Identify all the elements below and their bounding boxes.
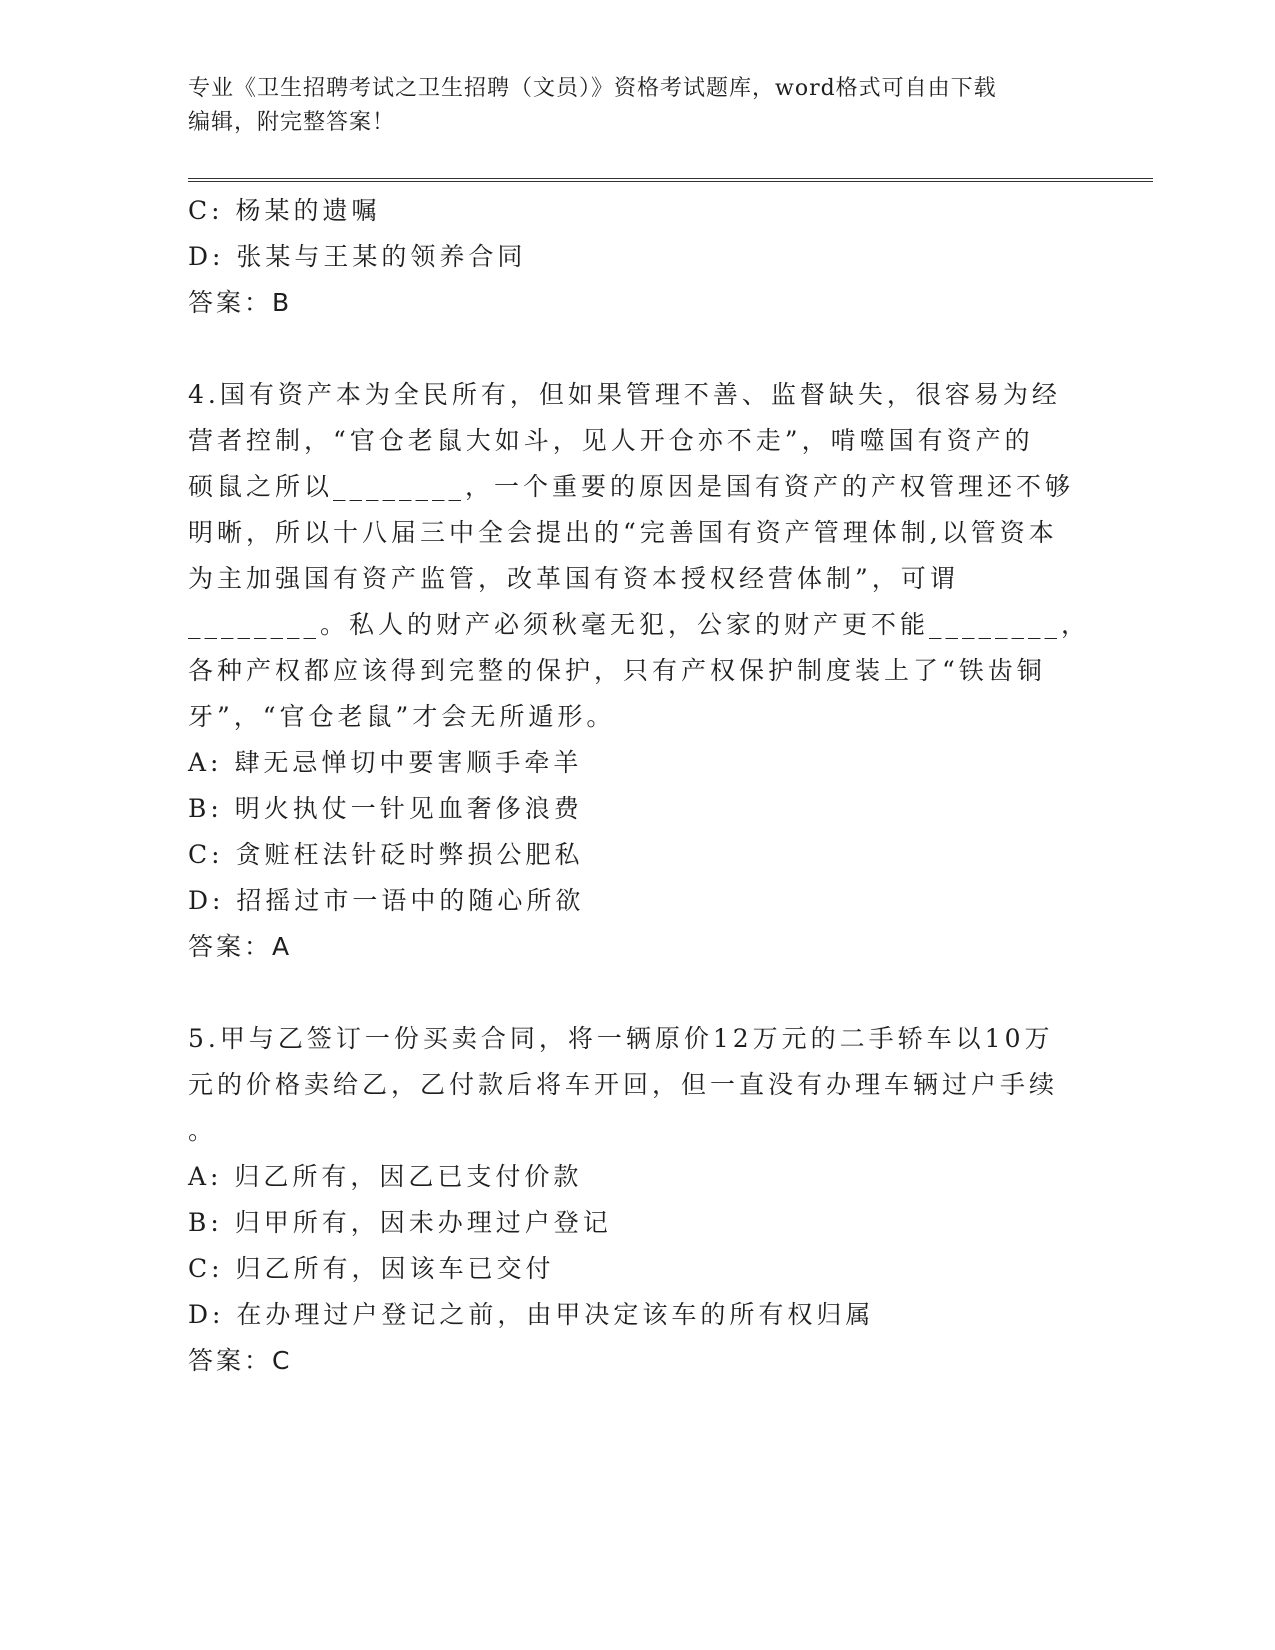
question-text-line: 元的价格卖给乙，乙付款后将车开回，但一直没有办理车辆过户手续	[188, 1070, 1059, 1099]
document-header	[188, 72, 1088, 140]
question-text-line: 各种产权都应该得到完整的保护，只有产权保护制度装上了“铁齿铜	[188, 656, 1046, 685]
option-a: A: 肆无忌惮切中要害顺手牵羊	[188, 748, 583, 777]
option-d: D: 招摇过市一语中的随心所欲	[188, 886, 585, 915]
answer-line: 答案：B	[188, 288, 293, 317]
answer-line: 答案：A	[188, 932, 293, 961]
question-text-line: 5.甲与乙签订一份买卖合同，将一辆原价12万元的二手轿车以10万	[188, 1024, 1054, 1053]
question-text-line: 硕鼠之所以________，一个重要的原因是国有资产的产权管理还不够	[188, 472, 1075, 501]
question-text-line: 牙”，“官仓老鼠”才会无所遁形。	[188, 702, 616, 731]
question-4	[188, 372, 1091, 970]
option-a: A: 归乙所有，因乙已支付价款	[188, 1162, 583, 1191]
question-text-line: ________。私人的财产必须秋毫无犯，公家的财产更不能________，	[188, 610, 1091, 639]
option-d: D: 在办理过户登记之前，由甲决定该车的所有权归属	[188, 1300, 875, 1329]
option-b: B: 明火执仗一针见血奢侈浪费	[188, 794, 583, 823]
question-text-line: 明晰，所以十八届三中全会提出的“完善国有资产管理体制,以管资本	[188, 518, 1058, 547]
option-d: D: 张某与王某的领养合同	[188, 242, 527, 271]
question-5	[188, 1016, 1088, 1384]
answer-line: 答案：C	[188, 1346, 293, 1375]
option-c: C: 贪赃枉法针砭时弊损公肥私	[188, 840, 584, 869]
previous-question-tail	[188, 188, 1088, 326]
option-c: C: 归乙所有，因该车已交付	[188, 1254, 555, 1283]
option-b: B: 归甲所有，因未办理过户登记	[188, 1208, 612, 1237]
document-body	[188, 188, 1091, 1384]
header-title-line-1: 专业《卫生招聘考试之卫生招聘（文员）》资格考试题库，word格式可自由下载	[188, 76, 997, 101]
question-text-line: 4.国有资产本为全民所有，但如果管理不善、监督缺失，很容易为经	[188, 380, 1061, 409]
question-text-line: 。	[188, 1116, 218, 1145]
header-title-line-2: 编辑，附完整答案！	[188, 110, 396, 135]
option-c: C: 杨某的遗嘱	[188, 196, 381, 225]
question-text-line: 为主加强国有资产监管，改革国有资本授权经营体制”，可谓	[188, 564, 959, 593]
question-text-line: 营者控制，“官仓老鼠大如斗，见人开仓亦不走”，啃噬国有资产的	[188, 426, 1034, 455]
header-divider	[188, 178, 1153, 182]
